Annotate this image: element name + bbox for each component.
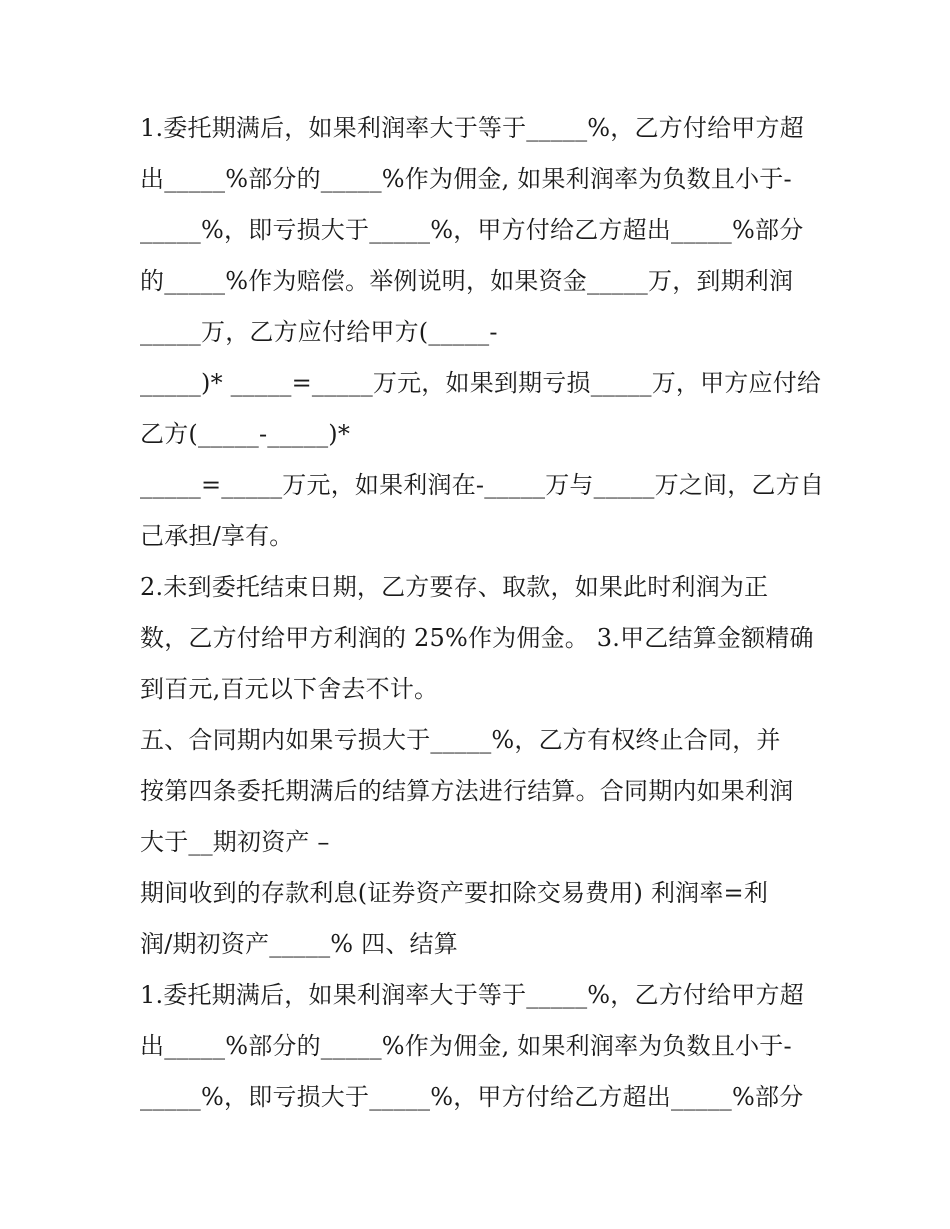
text-line: 大于__期初资产 – (140, 828, 330, 856)
text-line: 1.委托期满后，如果利润率大于等于_____%，乙方付给甲方超 (140, 114, 804, 142)
text-line: _____万，乙方应付给甲方(_____- (140, 318, 498, 346)
text-line: 按第四条委托期满后的结算方法进行结算。合同期内如果利润 (140, 777, 794, 805)
document-body (140, 103, 830, 1123)
text-line: 的_____%作为赔偿。举例说明，如果资金_____万，到期利润 (140, 267, 794, 295)
text-line: 1.委托期满后，如果利润率大于等于_____%，乙方付给甲方超 (140, 981, 804, 1009)
text-line: 数，乙方付给甲方利润的 25%作为佣金。 3.甲乙结算金额精确 (140, 624, 814, 652)
text-line: 乙方(_____-_____)* (140, 420, 351, 448)
text-line: 出_____%部分的_____%作为佣金, 如果利润率为负数且小于- (140, 1032, 792, 1060)
text-line: _____=_____万元，如果利润在-_____万与_____万之间，乙方自 (140, 471, 825, 499)
text-line: 到百元,百元以下舍去不计。 (140, 675, 439, 703)
text-line: _____%，即亏损大于_____%，甲方付给乙方超出_____%部分 (140, 1083, 804, 1111)
text-line: 出_____%部分的_____%作为佣金, 如果利润率为负数且小于- (140, 165, 792, 193)
text-line: 己承担/享有。 (140, 522, 294, 550)
text-line: 五、合同期内如果亏损大于_____%，乙方有权终止合同，并 (140, 726, 781, 754)
text-line: 2.未到委托结束日期，乙方要存、取款，如果此时利润为正 (140, 573, 769, 601)
text-line: 润/期初资产_____% 四、结算 (140, 930, 458, 958)
text-line: _____)* _____=_____万元，如果到期亏损_____万，甲方应付给 (140, 369, 822, 397)
text-line: _____%，即亏损大于_____%，甲方付给乙方超出_____%部分 (140, 216, 804, 244)
text-line: 期间收到的存款利息(证券资产要扣除交易费用) 利润率=利 (140, 879, 769, 907)
